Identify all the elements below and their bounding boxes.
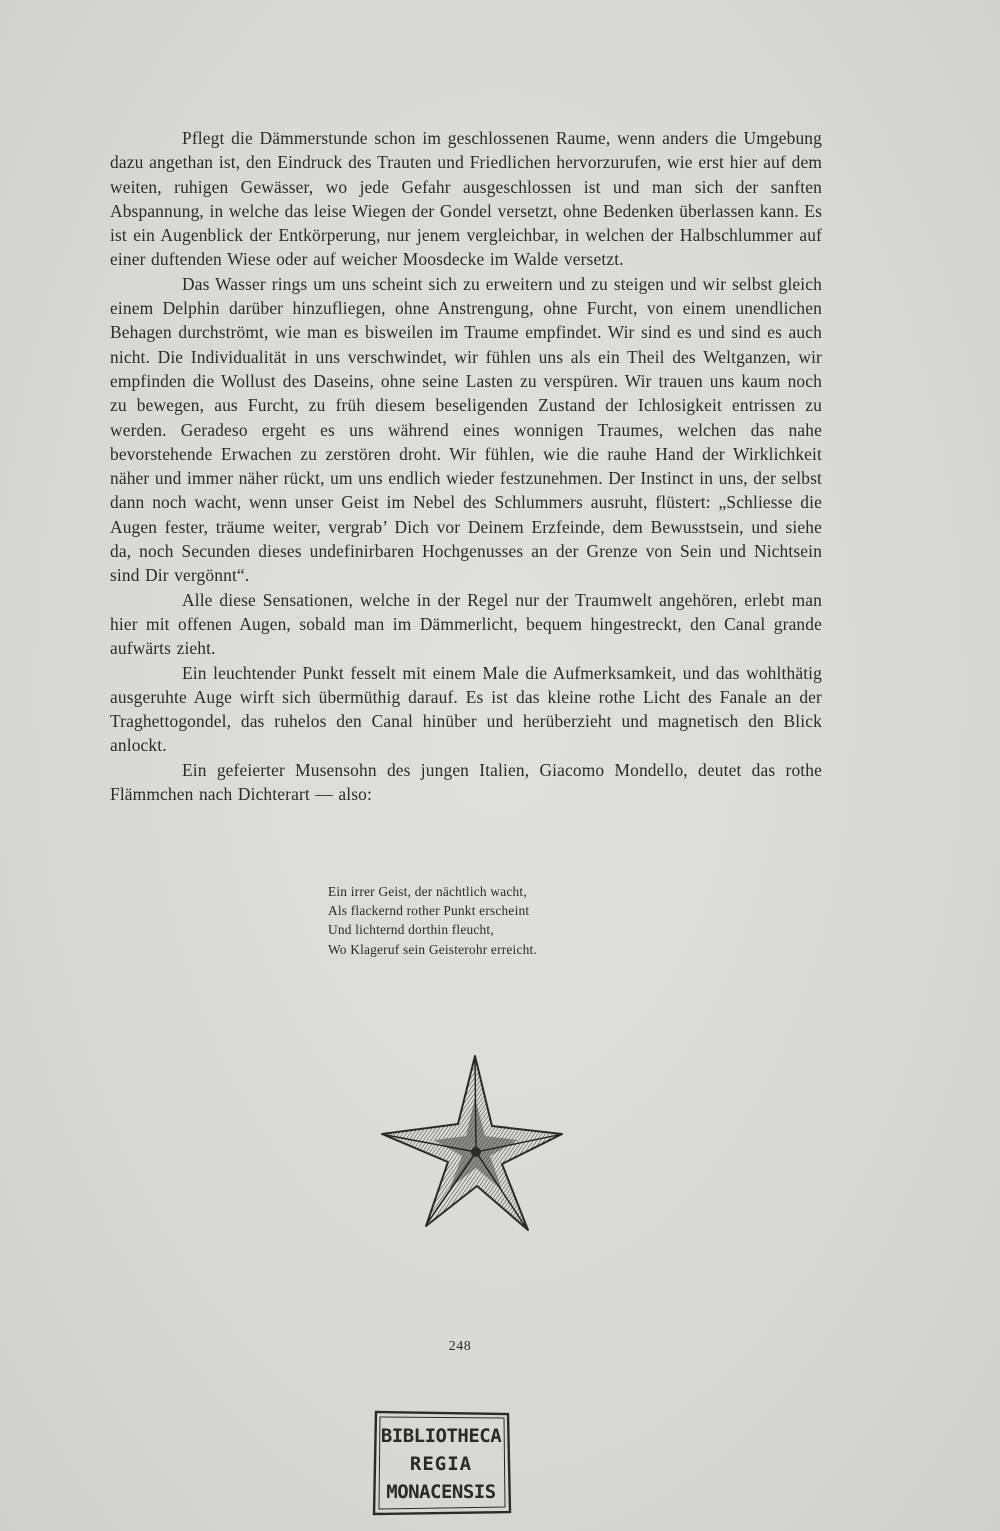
library-stamp <box>368 1408 514 1518</box>
stamp-line-3: MONACENSIS <box>386 1481 496 1503</box>
paragraph: Ein leuchtender Punkt fesselt mit einem Male die Aufmerksamkeit, und das wohlthätig ausgeruhte Auge wirft sich übermüthig darauf. Es ist das kleine rothe Licht des Fanale an der Traghettogondel, das ruhelos den Canal hinüber und herüberzieht und magnetisch den Blick anlockt. <box>110 662 822 756</box>
poem-line: Wo Klageruf sein Geisterohr erreicht. <box>328 941 537 957</box>
paragraph: Ein gefeierter Musensohn des jungen Italien, Giacomo Mondello, deutet das rothe Flämmchen nach Dichterart — also: <box>110 759 822 805</box>
stamp-line-2: REGIA <box>409 1453 473 1475</box>
poem-quote <box>328 882 628 959</box>
star-icon <box>378 1048 578 1238</box>
paragraph: Pflegt die Dämmerstunde schon im geschlossenen Raume, wenn anders die Umgebung dazu angethan ist, den Eindruck des Trauten und Friedlichen hervorzurufen, wie erst hier auf dem weiten, ruhigen Gewässer, wo jede Gefahr ausgeschlossen ist und man sich der sanften Abspannung, in welche das leise Wiegen der Gondel versetzt, ohne Bedenken überlassen kann. Es ist ein Augenblick der Entkörperung, nur jenem vergleichbar, in welchen der Halbschlummer auf einer duftenden Wiese oder auf weicher Moosdecke im Walde versetzt. <box>110 128 822 270</box>
paragraph: Alle diese Sensationen, welche in der Regel nur der Traumwelt angehören, erlebt man hier mit offenen Augen, sobald man im Dämmerlicht, bequem hingestreckt, den Canal grande aufwärts zieht. <box>110 589 822 659</box>
poem-line: Ein irrer Geist, der nächtlich wacht, <box>328 884 527 899</box>
stamp-line-1: BIBLIOTHECA <box>380 1425 502 1447</box>
paragraph: Das Wasser rings um uns scheint sich zu erweitern und zu steigen und wir selbst gleich einem Delphin darüber hinzufliegen, ohne Anstrengung, ohne Furcht, von einem unendlichen Behagen durchströmt, wie man es bisweilen im Traume empfindet. Wir sind es und sind es auch nicht. Die Individualität in uns verschwindet, wir fühlen uns als ein Theil des Weltganzen, wir empfinden die Wollust des Daseins, ohne seine Lasten zu verspüren. Wir trauen uns kaum noch zu bewegen, aus Furcht, zu früh diesem beseligenden Zustand der Ichlosigkeit entrissen zu werden. Geradeso ergeht es uns während eines wonnigen Traumes, welchen das nahe bevorstehende Erwachen zu zerstören droht. Wir fühlen, wie die rauhe Hand der Wirklichkeit näher und immer näher rückt, um uns endlich wieder festzunehmen. Der Instinct in uns, der selbst dann noch wacht, wenn unser Geist im Nebel des Schlummers ausruht, flüstert: „Schliesse die Augen fester, träume weiter, vergrab’ Dich vor Deinem Erzfeinde, dem Bewusstsein, und siehe da, noch Secunden dieses undefinirbaren Hochgenusses an der Grenze von Sein und Nichtsein sind Dir vergönnt“. <box>110 273 822 586</box>
poem-line: Als flackernd rother Punkt erscheint <box>328 903 530 919</box>
body-text <box>110 126 822 806</box>
poem-line: Und lichternd dorthin fleucht, <box>328 922 494 938</box>
page-number: 248 <box>448 1339 472 1354</box>
